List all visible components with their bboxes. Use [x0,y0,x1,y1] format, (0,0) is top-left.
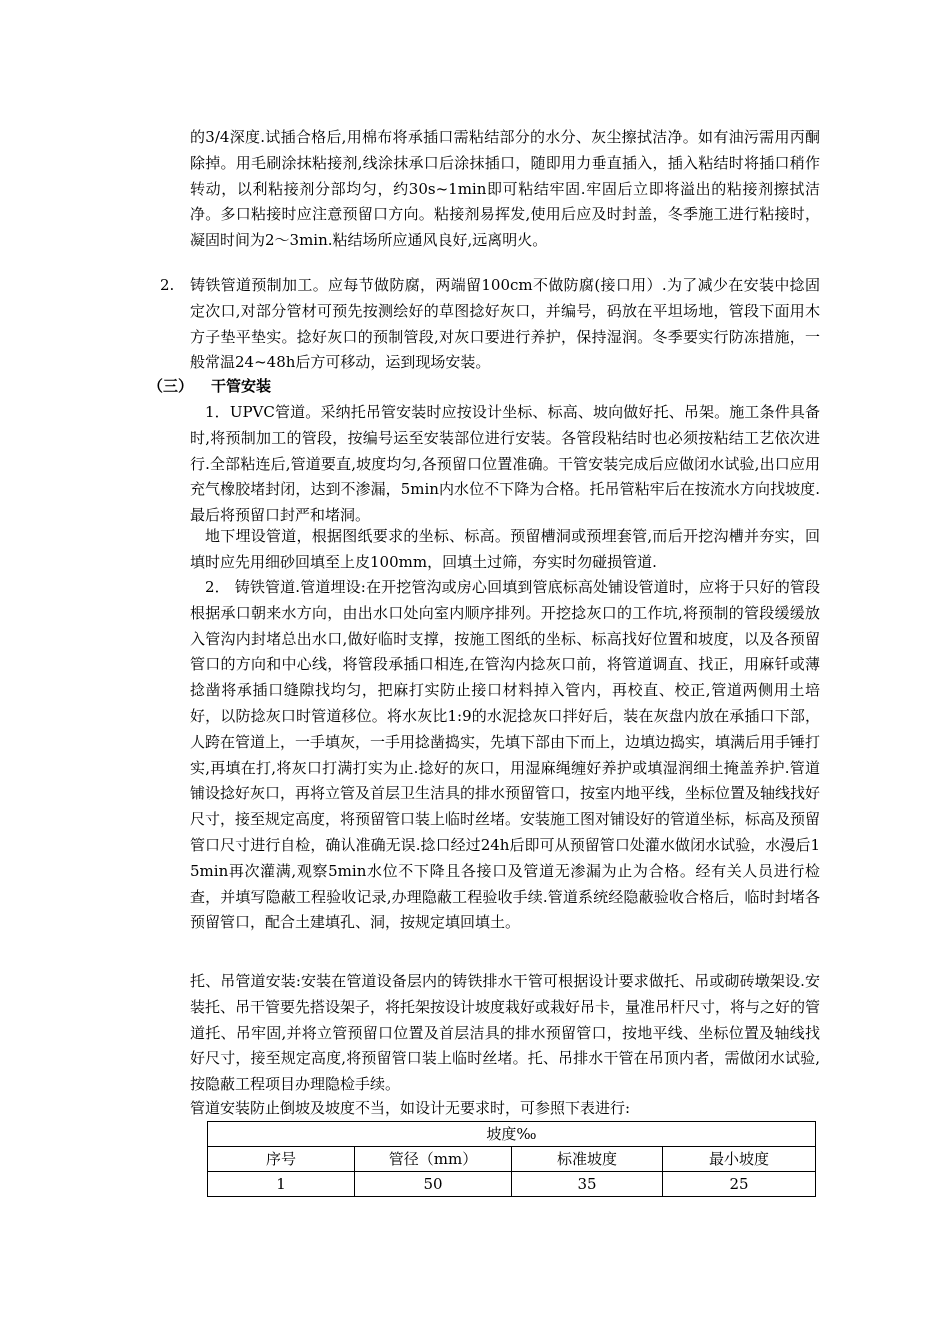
header-diameter: 管径（mm） [355,1147,512,1172]
paragraph-cast-iron-prefab: 铸铁管道预制加工。应每节做防腐，两端留100cm不做防腐(接口用）.为了减少在安装中捻固定次口,对部分管材可预先按测绘好的草图捻好灰口，并编号，码放在平坦场地，管段下面用木方子垫平垫实。捻好灰口的预制管段,对灰口要进行养护，保持湿润。冬季要实行防冻措施，一般常温24~48h后方可移动，运到现场安装。 [190,276,820,372]
slope-table [207,1121,816,1197]
paragraph-upvc-pipe: 1．UPVC管道。采纳托吊管安装时应按设计坐标、标高、坡向做好托、吊架。施工条件具备时,将预制加工的管段，按编号运至安装部位进行安装。各管段粘结时也必须按粘结工艺依次进行.全部粘连后,管道要直,坡度均匀,各预留口位置准确。干管安装完成后应做闭水试验,出口应用充气橡胶堵封闭，达到不渗漏，5min内水位不下降为合格。托吊管粘牢后在按流水方向找坡度.最后将预留口封严和堵洞。 [190,403,820,525]
table-title-row [208,1122,816,1147]
header-index: 序号 [208,1147,355,1172]
cell-index: 1 [208,1172,355,1197]
section-heading [148,374,271,400]
table-title: 坡度‰ [208,1122,816,1147]
cell-min-slope: 25 [663,1172,816,1197]
cell-standard-slope: 35 [512,1172,663,1197]
paragraph-adhesive-bonding: 的3/4深度.试插合格后,用棉布将承插口需粘结部分的水分、灰尘擦拭洁净。如有油污需用丙酮除掉。用毛刷涂抹粘接剂,线涂抹承口后涂抹插口，随即用力垂直插入，插入粘结时将插口稍作转动，以利粘接剂分部均匀，约30s~1min即可粘结牢固.牢固后立即将溢出的粘接剂擦拭洁净。多口粘接时应注意预留口方向。粘接剂易挥发,使用后应及时封盖，冬季施工进行粘接时，凝固时间为2～3min.粘结场所应通风良好,远离明火。 [190,128,820,250]
table-header-row [208,1147,816,1172]
list-number-2: 2. [160,276,175,294]
section-title: 干管安装 [211,377,272,395]
table-row [208,1172,816,1197]
header-min-slope: 最小坡度 [663,1147,816,1172]
cell-diameter: 50 [355,1172,512,1197]
paragraph-cast-iron-buried: 2． 铸铁管道.管道埋设:在开挖管沟或房心回填到管底标高处铺设管道时，应将于只好的管段根据承口朝来水方向，由出水口处向室内顺序排列。开挖捻灰口的工作坑,将预制的管段缓缓放入管沟内封堵总出水口,做好临时支撑，按施工图纸的坐标、标高找好位置和坡度，以及各预留管口的方向和中心线，将管段承插口相连,在管沟内捻灰口前，将管道调直、找正，用麻钎或薄捻凿将承插口缝隙找均匀，把麻打实防止接口材料掉入管内，再校直、校正,管道两侧用土培好，以防捻灰口时管道移位。将水灰比1:9的水泥捻灰口拌好后，装在灰盘内放在承插口下部，人跨在管道上，一手填灰，一手用捻凿捣实，先填下部由下而上，边填边捣实，填满后用手锤打实,再填在打,将灰口打满打实为止.捻好的灰口，用湿麻绳缠好养护或填湿润细土掩盖养护.管道铺设捻好灰口，再将立管及首层卫生洁具的排水预留管口，按室内地平线，坐标位置及轴线找好尺寸，接至规定高度，将预留管口装上临时丝堵。安装施工图对铺设好的管道坐标，标高及预留管口尺寸进行自检，确认准确无误.捻口经过24h后即可从预留管口处灌水做闭水试验，水漫后15min再次灌满,观察5min水位不下降且各接口及管道无渗漏为止为合格。经有关人员进行检查，并填写隐蔽工程验收记录,办理隐蔽工程验收手续.管道系统经隐蔽验收合格后，临时封堵各预留管口，配合土建填孔、洞，按规定填回填土。 [190,578,821,932]
paragraph-table-intro: 管道安装防止倒坡及坡度不当，如设计无要求时，可参照下表进行: [190,1099,631,1117]
paragraph-hanger-install: 托、吊管道安装:安装在管道设备层内的铸铁排水干管可根据设计要求做托、吊或砌砖墩架设.安装托、吊干管要先搭设架子，将托架按设计坡度栽好或栽好吊卡，量准吊杆尺寸，将与之好的管道托、吊牢固,并将立管预留口位置及首层洁具的排水预留管口，按地平线、坐标位置及轴线找好尺寸，接至规定高度,将预留管口装上临时丝堵。托、吊排水干管在吊顶内者，需做闭水试验,按隐蔽工程项目办理隐检手续。 [190,972,821,1094]
paragraph-buried-pipe: 地下埋设管道，根据图纸要求的坐标、标高。预留槽洞或预埋套管,而后开挖沟槽并夯实，回填时应先用细砂回填至上皮100mm，回填土过筛，夯实时勿碰损管道. [190,527,820,571]
section-number: （三） [148,377,194,395]
header-standard-slope: 标准坡度 [512,1147,663,1172]
